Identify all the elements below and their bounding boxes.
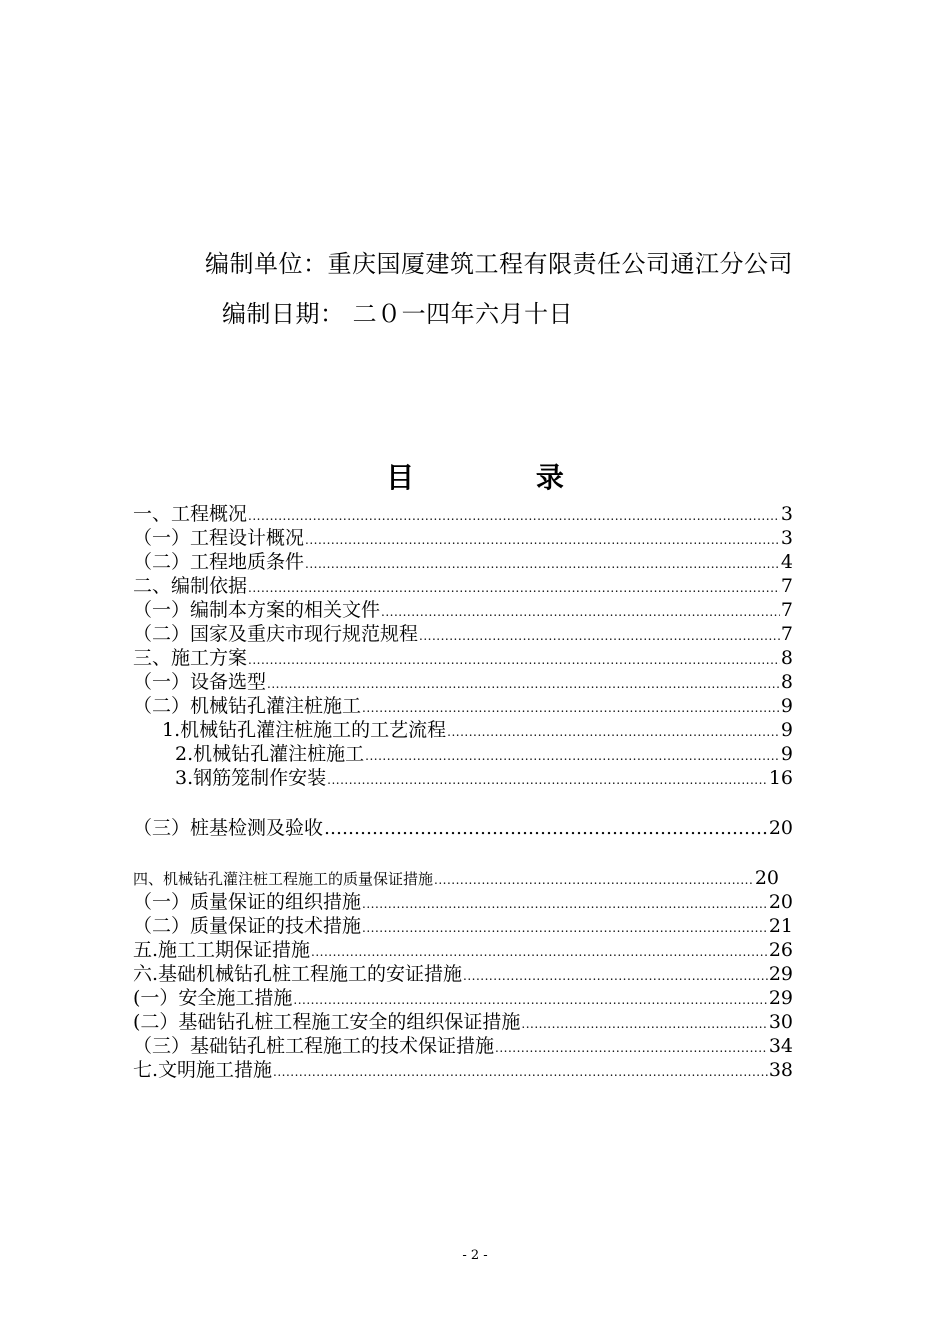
toc-leader-dots [327,768,768,792]
toc-entry-page: 29 [768,987,793,1009]
toc-entry-label: (一）安全施工措施 [133,987,293,1009]
toc-title: 目 录 [386,461,620,494]
toc-leader-dots [311,940,768,964]
toc-leader-dots [521,1012,767,1036]
toc-entry-label: （一）质量保证的组织措施 [133,891,362,913]
toc-entry-label: 二、编制依据 [133,575,248,597]
toc-entry-page: 9 [780,743,793,765]
toc-entry-label: （三）基础钻孔桩工程施工的技术保证措施 [133,1035,495,1057]
toc-leader-dots [305,552,780,576]
toc-leader-dots [248,576,780,600]
toc-entry-page: 20 [768,891,793,913]
toc-entry-page: 3 [780,527,793,549]
toc-entry[interactable] [133,938,793,964]
toc-entry[interactable] [133,598,793,624]
toc-leader-dots [381,600,780,624]
toc-entry-label: （二）质量保证的技术措施 [133,915,362,937]
toc-entry[interactable] [133,550,793,576]
toc-entry-label: 一、工程概况 [133,503,248,525]
toc-leader-dots [273,1060,768,1084]
toc-entry-page: 20 [768,817,793,839]
toc-entry-page: 38 [768,1059,793,1081]
compiling-date: 编制日期： 二０一四年六月十日 [222,300,574,328]
toc-entry-label: （二）机械钻孔灌注桩施工 [133,695,362,717]
toc-leader-dots [248,648,780,672]
toc-entry-page: 21 [768,915,793,937]
toc-entry[interactable] [133,962,793,988]
toc-entry-page: 29 [768,963,793,985]
toc-entry[interactable] [133,1034,793,1060]
toc-entry-label: 四、机械钻孔灌注桩工程施工的质量保证措施 [133,870,434,888]
toc-entry-label: 3.钢筋笼制作安装 [175,767,327,789]
toc-entry-label: （一）工程设计概况 [133,527,305,549]
toc-entry-page: 3 [780,503,793,525]
toc-entry[interactable] [175,742,793,768]
toc-leader-dots [434,868,754,892]
toc-entry-label: 七.文明施工措施 [133,1059,273,1081]
toc-leader-dots [305,528,780,552]
toc-entry-page: 9 [780,695,793,717]
toc-entry[interactable] [133,670,793,696]
toc-entry-page: 8 [780,647,793,669]
toc-entry-page: 9 [780,719,793,741]
toc-entry-page: 7 [780,623,793,645]
toc-leader-dots [419,624,780,648]
toc-entry[interactable] [133,574,793,600]
toc-entry-page: 34 [768,1035,793,1057]
toc-entry-page: 16 [768,767,793,789]
toc-entry[interactable] [133,622,793,648]
page-number: - 2 - [462,1248,488,1263]
toc-entry-page: 7 [780,575,793,597]
toc-entry[interactable] [133,986,793,1012]
toc-entry-page: 7 [780,599,793,621]
toc-entry-page: 8 [780,671,793,693]
toc-leader-dots [324,817,768,841]
toc-entry-label: 六.基础机械钻孔桩工程施工的安证措施 [133,963,463,985]
compiling-unit: 编制单位：重庆国厦建筑工程有限责任公司通江分公司 [205,250,793,278]
toc-entry-label: （三）桩基检测及验收 [133,817,324,839]
toc-entry-page: 4 [780,551,793,573]
toc-entry[interactable] [133,646,793,672]
toc-entry-label: 2.机械钻孔灌注桩施工 [175,743,365,765]
toc-leader-dots [362,892,768,916]
toc-entry-label: （二）工程地质条件 [133,551,305,573]
toc-entry[interactable] [133,526,793,552]
toc-leader-dots [365,744,780,768]
toc-entry-label: （二）国家及重庆市现行规范规程 [133,623,419,645]
toc-entry-label: 1.机械钻孔灌注桩施工的工艺流程 [162,719,447,741]
toc-leader-dots [248,504,780,528]
toc-leader-dots [495,1036,768,1060]
toc-entry[interactable] [133,914,793,940]
toc-entry-label: （一）设备选型 [133,671,267,693]
toc-entry[interactable] [162,718,793,744]
toc-leader-dots [463,964,768,988]
toc-entry-page: 30 [768,1011,793,1033]
toc-entry[interactable] [133,1010,793,1036]
toc-leader-dots [447,720,780,744]
toc-entry[interactable] [133,866,779,892]
toc-entry[interactable] [175,766,793,792]
toc-entry[interactable] [133,816,793,841]
toc-entry[interactable] [133,890,793,916]
toc-leader-dots [362,916,768,940]
toc-entry[interactable] [133,502,793,528]
toc-entry-label: (二）基础钻孔桩工程施工安全的组织保证措施 [133,1011,521,1033]
toc-entry-page: 26 [768,939,793,961]
toc-entry[interactable] [133,1058,793,1084]
toc-leader-dots [293,988,767,1012]
toc-leader-dots [362,696,780,720]
toc-entry-label: （一）编制本方案的相关文件 [133,599,381,621]
toc-entry-page: 20 [754,867,779,889]
toc-entry-label: 三、施工方案 [133,647,248,669]
toc-entry[interactable] [133,694,793,720]
toc-entry-label: 五.施工工期保证措施 [133,939,311,961]
toc-leader-dots [267,672,780,696]
